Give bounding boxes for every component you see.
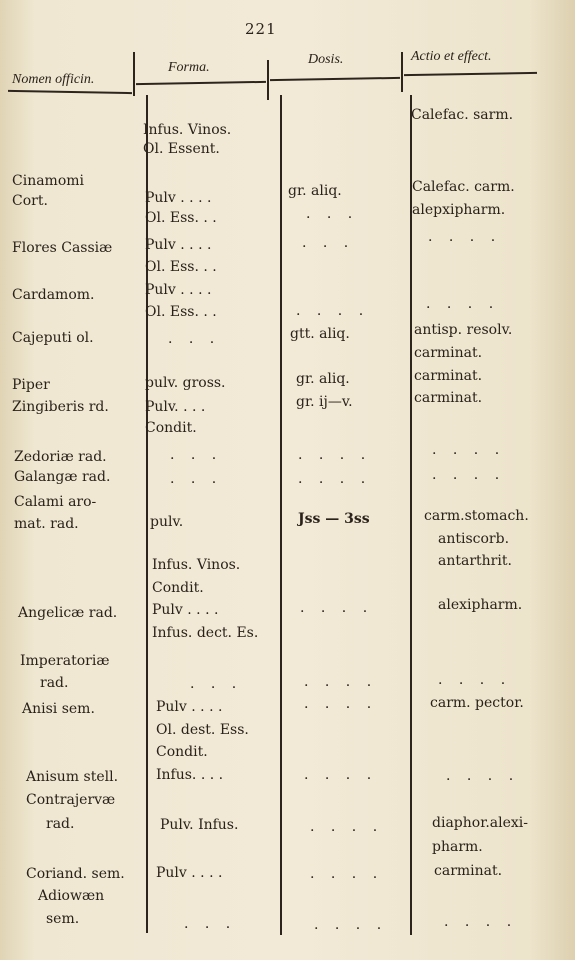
coriand-forma: Pulv . . . . (156, 865, 223, 881)
piper-actio: carminat. (414, 368, 483, 384)
anisi-dosis: . . . . (304, 696, 378, 712)
angelicae-forma-3: Pulv . . . . (152, 602, 219, 618)
calami-name-2: mat. rad. (14, 516, 79, 532)
contrajervae-name-1: Contrajervæ (26, 792, 116, 808)
imperatoriae-name-2: rad. (40, 675, 69, 691)
anisum-actio: . . . . (446, 768, 520, 784)
angelicae-forma-1: Infus. Vinos. (152, 557, 241, 573)
r1-forma-1: Infus. Vinos. (143, 122, 232, 138)
header-dosis: Dosis. (308, 52, 344, 67)
cardamom-forma-1: Pulv . . . . (145, 282, 212, 298)
header-nomen: Nomen officin. (12, 72, 95, 87)
column-divider-3 (401, 52, 403, 92)
zedoriae-forma: . . . (170, 447, 223, 463)
cinamomi-dosis-1: gr. aliq. (288, 183, 342, 199)
anisi-forma-1: Pulv . . . . (156, 699, 223, 715)
cinamomi-forma-1: Pulv . . . . (145, 190, 212, 206)
cajeputi-actio-1: antisp. resolv. (414, 322, 513, 338)
calami-actio-1: carm.stomach. (424, 508, 529, 524)
adiowaen-dosis: . . . . (314, 917, 388, 933)
angelicae-dosis: . . . . (300, 600, 374, 616)
zingiberis-name: Zingiberis rd. (12, 399, 109, 415)
galangae-forma: . . . (170, 471, 223, 487)
cajeputi-name: Cajeputi ol. (12, 330, 94, 346)
cinamomi-name-2: Cort. (12, 193, 48, 209)
calami-name-1: Calami aro- (14, 494, 97, 510)
imperatoriae-actio: . . . . (438, 672, 512, 688)
anisi-forma-3: Condit. (156, 744, 208, 760)
adiowaen-forma: . . . (184, 916, 237, 932)
anisum-dosis: . . . . (304, 767, 378, 783)
anisum-name: Anisum stell. (26, 769, 119, 785)
cajeputi-forma: . . . (168, 331, 221, 347)
contrajervae-forma: Pulv. Infus. (160, 817, 239, 833)
anisi-name: Anisi sem. (22, 701, 95, 717)
anisum-forma: Infus. . . . (156, 767, 224, 783)
zingiberis-forma-1: Pulv. . . . (145, 399, 206, 415)
zedoriae-name: Zedoriæ rad. (14, 449, 107, 465)
calami-actio-3: antarthrit. (438, 553, 512, 569)
cinamomi-dosis-2: . . . (306, 206, 359, 222)
cardamom-dosis: . . . . (296, 303, 370, 319)
contrajervae-actio-2: pharm. (432, 839, 483, 855)
contrajervae-dosis: . . . . (310, 819, 384, 835)
galangae-name: Galangæ rad. (14, 469, 111, 485)
cinamomi-actio-1: Calefac. carm. (412, 179, 515, 195)
header-actio: Actio et effect. (411, 49, 492, 64)
galangae-actio: . . . . (432, 467, 506, 483)
cassiae-name: Flores Cassiæ (12, 240, 113, 256)
piper-name: Piper (12, 377, 50, 393)
galangae-dosis: . . . . (298, 471, 372, 487)
angelicae-actio: alexipharm. (438, 597, 523, 613)
zingiberis-actio: carminat. (414, 390, 483, 406)
cinamomi-actio-3: . . . . (428, 229, 502, 245)
imperatoriae-name-1: Imperatoriæ (20, 653, 110, 669)
cinamomi-actio-2: alepxipharm. (412, 202, 506, 218)
adiowaen-actio: . . . . (444, 914, 518, 930)
cinamomi-name-1: Cinamomi (12, 173, 85, 189)
anisi-forma-2: Ol. dest. Ess. (156, 722, 249, 738)
coriand-name: Coriand. sem. (26, 866, 125, 882)
column-divider-3-lower (410, 95, 412, 935)
calami-dosis: Jss — 3ss (298, 511, 370, 527)
contrajervae-name-2: rad. (46, 816, 75, 832)
contrajervae-actio-1: diaphor.alexi- (432, 815, 529, 831)
calami-forma: pulv. (150, 514, 184, 530)
zingiberis-forma-2: Condit. (145, 420, 197, 436)
adiowaen-name-2: sem. (46, 911, 80, 927)
angelicae-forma-2: Condit. (152, 580, 204, 596)
page-number: 221 (245, 20, 277, 38)
cassiae-dosis: . . . (302, 235, 355, 251)
piper-forma: pulv. gross. (145, 375, 226, 391)
cajeputi-dosis: gtt. aliq. (290, 326, 350, 342)
anisi-actio: carm. pector. (430, 695, 524, 711)
r1-forma-2: Ol. Essent. (143, 141, 220, 157)
cinamomi-forma-2: Ol. Ess. . . (145, 210, 217, 226)
angelicae-forma-4: Infus. dect. Es. (152, 625, 259, 641)
column-divider-1 (133, 52, 135, 96)
zedoriae-actio: . . . . (432, 442, 506, 458)
header-rule-forma (136, 81, 266, 85)
cardamom-actio: . . . . (426, 296, 500, 312)
coriand-actio: carminat. (434, 863, 503, 879)
imperatoriae-forma: . . . (190, 676, 243, 692)
coriand-dosis: . . . . (310, 866, 384, 882)
cardamom-name: Cardamom. (12, 287, 95, 303)
zingiberis-dosis: gr. ij—v. (296, 394, 353, 410)
cardamom-forma-2: Ol. Ess. . . (145, 304, 217, 320)
zedoriae-dosis: . . . . (298, 447, 372, 463)
header-rule-nomen (8, 90, 132, 94)
cassiae-forma-1: Pulv . . . . (145, 237, 212, 253)
r1-actio: Calefac. sarm. (411, 107, 514, 123)
adiowaen-name-1: Adiowæn (38, 888, 105, 904)
cassiae-forma-2: Ol. Ess. . . (145, 259, 217, 275)
imperatoriae-dosis: . . . . (304, 674, 378, 690)
header-rule-actio (404, 72, 537, 76)
calami-actio-2: antiscorb. (438, 531, 510, 547)
piper-dosis: gr. aliq. (296, 371, 350, 387)
header-rule-dosis (270, 77, 400, 81)
column-divider-2 (267, 60, 269, 100)
header-forma: Forma. (168, 60, 210, 75)
angelicae-name: Angelicæ rad. (18, 605, 118, 621)
column-divider-2-lower (280, 95, 282, 935)
cajeputi-actio-2: carminat. (414, 345, 483, 361)
